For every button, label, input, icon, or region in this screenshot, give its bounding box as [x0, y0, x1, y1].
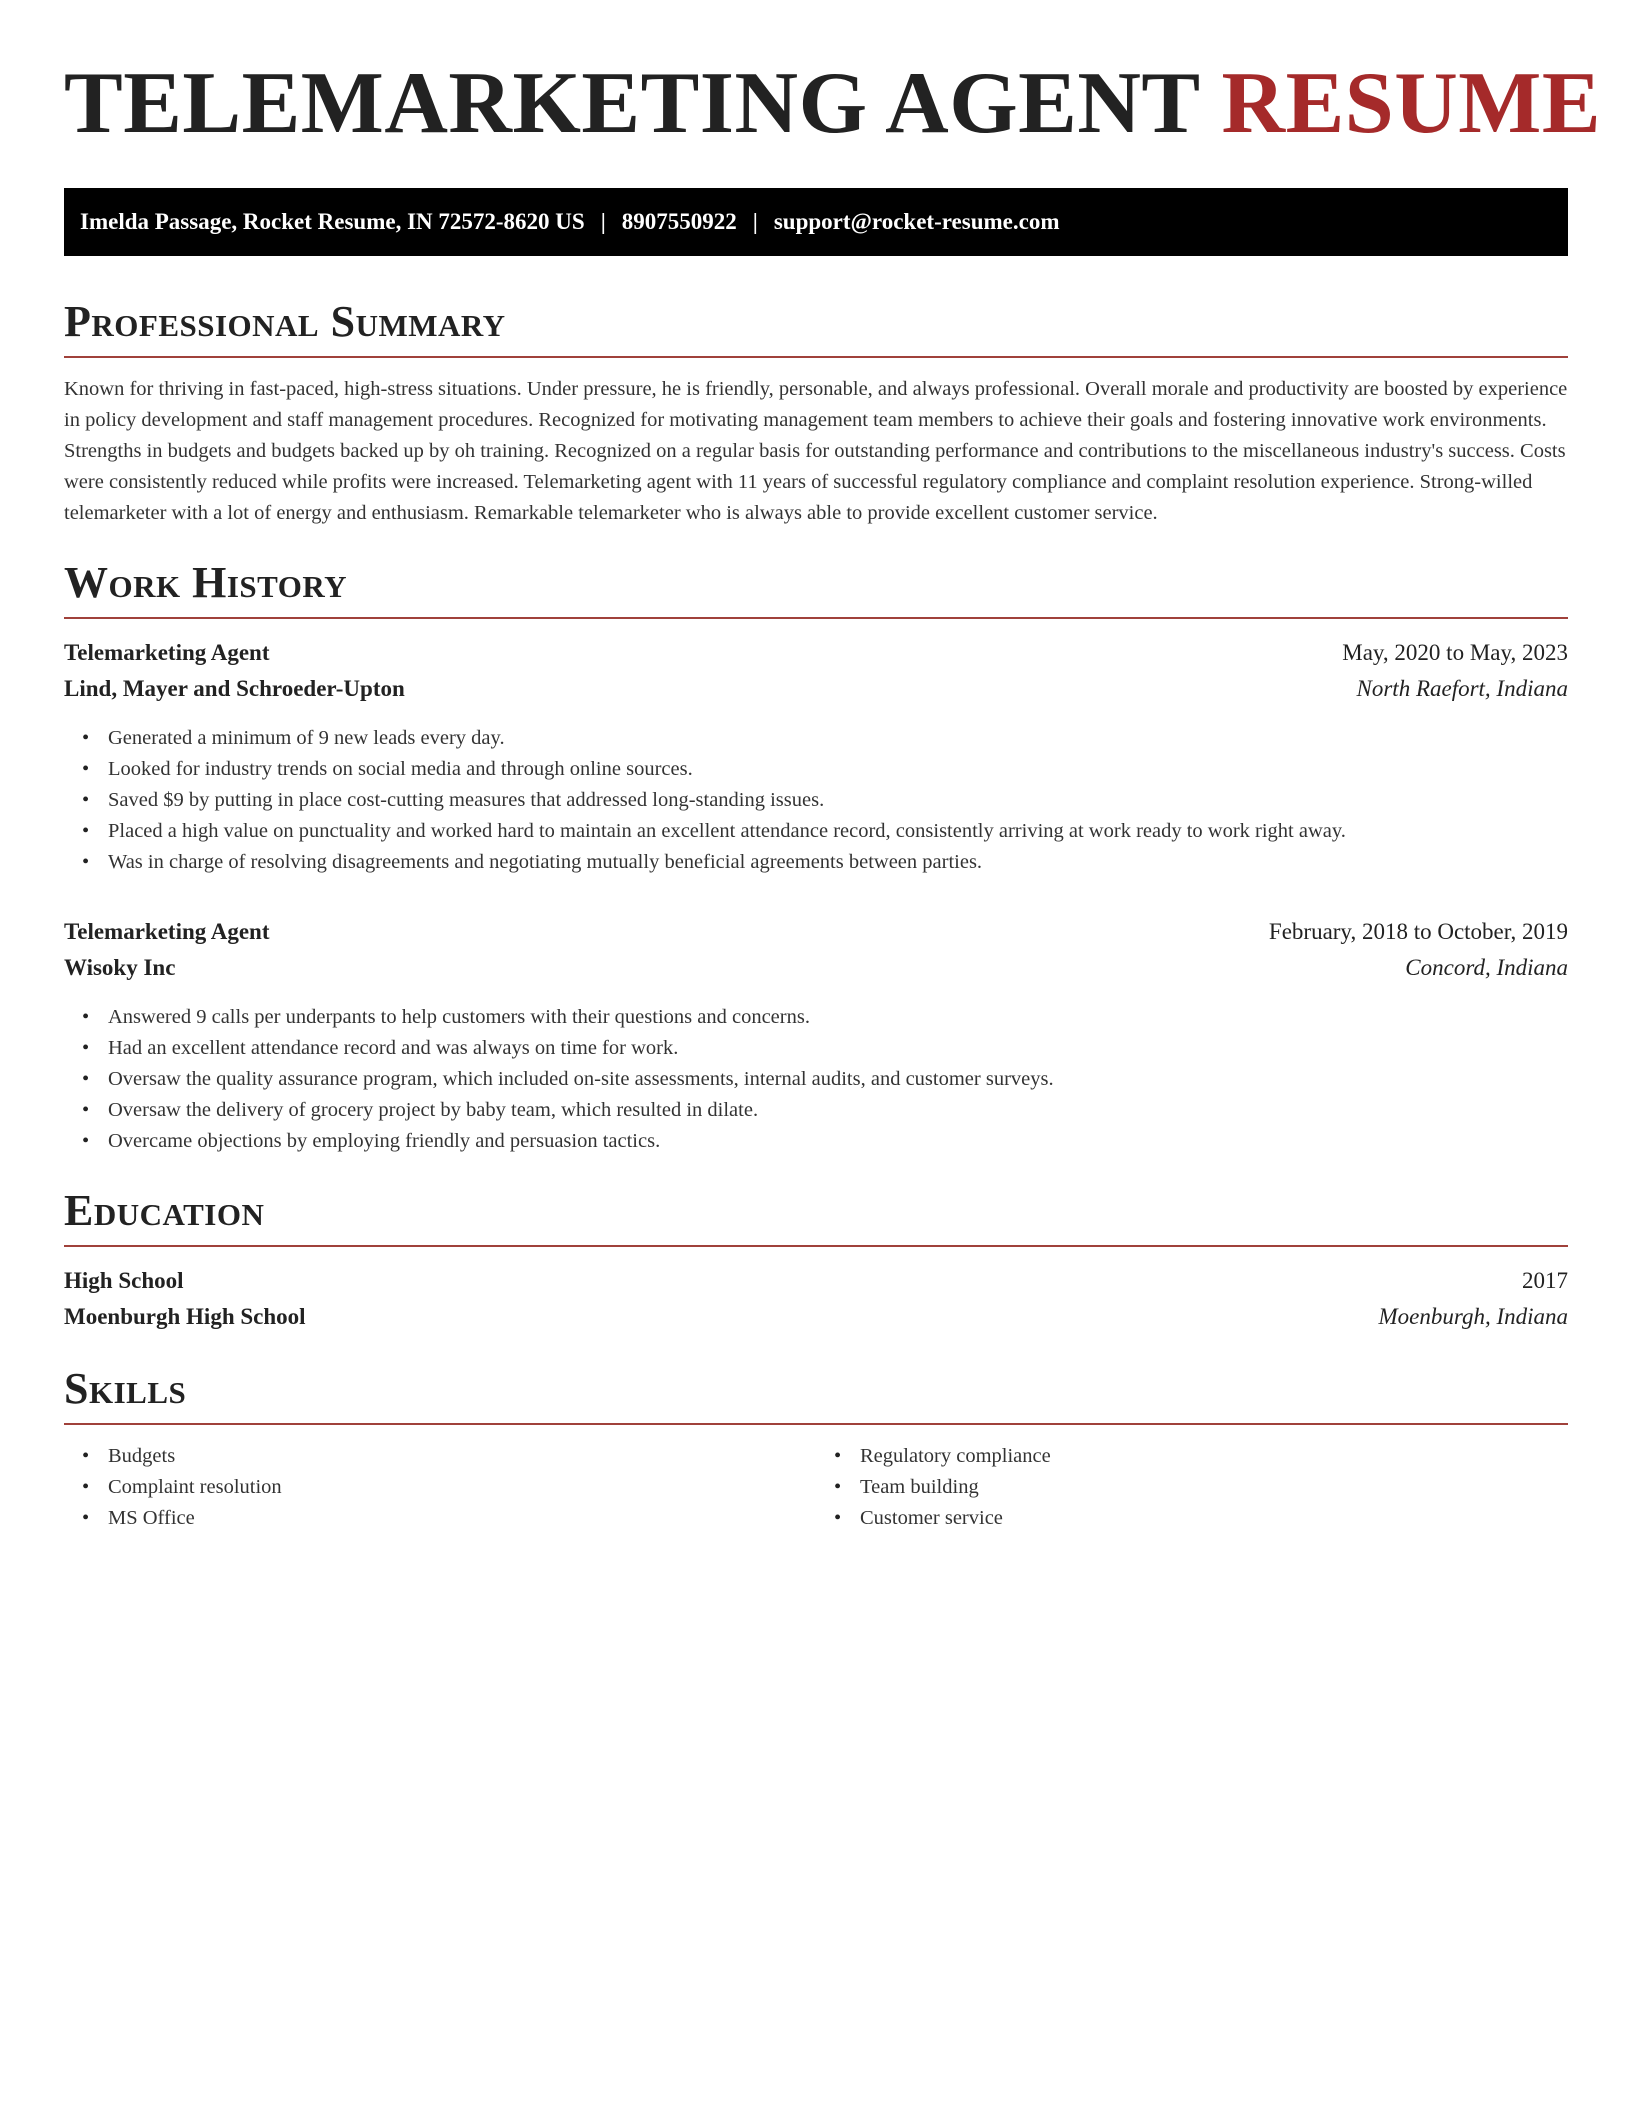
education-year: 2017	[1522, 1268, 1568, 1293]
job-duty-item: • Was in charge of resolving disagreements and negotiating mutually beneficial agreements between parties.	[108, 847, 1568, 878]
education-entry	[64, 1263, 1568, 1335]
job-company: Lind, Mayer and Schroeder-Upton	[64, 676, 405, 701]
title-accent: RESUME	[1221, 55, 1602, 152]
education-school-row	[64, 1299, 1568, 1335]
job-duties-list	[64, 1002, 1568, 1157]
job-header-row	[64, 914, 1568, 950]
job-title: Telemarketing Agent	[64, 919, 270, 944]
skill-item: • Team building	[860, 1472, 1568, 1503]
job-company-row	[64, 950, 1568, 986]
skill-item: • Complaint resolution	[108, 1472, 816, 1503]
skills-list-left	[64, 1441, 816, 1534]
summary-heading: Professional Summary	[64, 297, 506, 346]
skill-item: • Customer service	[860, 1503, 1568, 1534]
work-history-heading: Work History	[64, 558, 348, 607]
skill-item: • MS Office	[108, 1503, 816, 1534]
contact-address: Imelda Passage, Rocket Resume, IN 72572-8620 US	[80, 209, 585, 234]
job-company: Wisoky Inc	[64, 955, 176, 980]
skill-item: • Budgets	[108, 1441, 816, 1472]
job-duty-item: • Answered 9 calls per underpants to help customers with their questions and concerns.	[108, 1002, 1568, 1033]
title-main: TELEMARKETING AGENT	[64, 55, 1200, 152]
job-duty-item: • Looked for industry trends on social media and through online sources.	[108, 754, 1568, 785]
education-location: Moenburgh, Indiana	[1378, 1304, 1568, 1329]
job-location: North Raefort, Indiana	[1356, 676, 1568, 701]
job-company-row	[64, 671, 1568, 707]
contact-separator: |	[600, 209, 606, 234]
contact-phone: 8907550922	[621, 209, 737, 234]
job-duty-item: • Generated a minimum of 9 new leads every day.	[108, 723, 1568, 754]
resume-title	[64, 55, 1602, 152]
job-duty-item: • Overcame objections by employing friendly and persuasion tactics.	[108, 1126, 1568, 1157]
section-divider	[64, 617, 1568, 619]
skill-item: • Regulatory compliance	[860, 1441, 1568, 1472]
job-title: Telemarketing Agent	[64, 640, 270, 665]
skills-list-right	[816, 1441, 1568, 1534]
job-location: Concord, Indiana	[1405, 955, 1568, 980]
job-duty-item: • Saved $9 by putting in place cost-cutting measures that addressed long-standing issues.	[108, 785, 1568, 816]
job-duty-item: • Oversaw the quality assurance program, which included on-site assessments, internal audits, and customer surveys.	[108, 1064, 1568, 1095]
skills-grid	[64, 1441, 1568, 1534]
job-duties-list	[64, 723, 1568, 878]
job-dates: February, 2018 to October, 2019	[1268, 919, 1568, 944]
education-degree: High School	[64, 1268, 184, 1293]
job-entry	[64, 914, 1568, 1157]
education-school: Moenburgh High School	[64, 1304, 306, 1329]
section-divider	[64, 1245, 1568, 1247]
contact-email: support@rocket-resume.com	[773, 209, 1060, 234]
job-duty-item: • Placed a high value on punctuality and worked hard to maintain an excellent attendance record, consistently arriving at work ready to work right away.	[108, 816, 1568, 847]
job-duty-item: • Had an excellent attendance record and was always on time for work.	[108, 1033, 1568, 1064]
summary-text: Known for thriving in fast-paced, high-stress situations. Under pressure, he is friendly, personable, and always professional. Overall morale and productivity are boosted by experience in policy development and staff management procedures. Recognized for motivating management team members to achieve their goals and fostering innovative work environments. Strengths in budgets and budgets backed up by oh training. Recognized on a regular basis for outstanding performance and contributions to the miscellaneous industry's success. Costs were consistently reduced while profits were increased. Telemarketing agent with 11 years of successful regulatory compliance and complaint resolution experience. Strong-willed telemarketer with a lot of energy and enthusiasm. Remarkable telemarketer who is always able to provide excellent customer service.	[64, 378, 1568, 524]
job-entry	[64, 635, 1568, 878]
job-duty-item: • Oversaw the delivery of grocery project by baby team, which resulted in dilate.	[108, 1095, 1568, 1126]
skills-heading: Skills	[64, 1364, 187, 1413]
section-divider	[64, 1423, 1568, 1425]
contact-separator: |	[752, 209, 758, 234]
contact-bar	[64, 188, 1568, 256]
job-dates: May, 2020 to May, 2023	[1342, 640, 1568, 665]
education-header-row	[64, 1263, 1568, 1299]
education-heading: Education	[64, 1186, 265, 1235]
job-header-row	[64, 635, 1568, 671]
section-divider	[64, 356, 1568, 358]
